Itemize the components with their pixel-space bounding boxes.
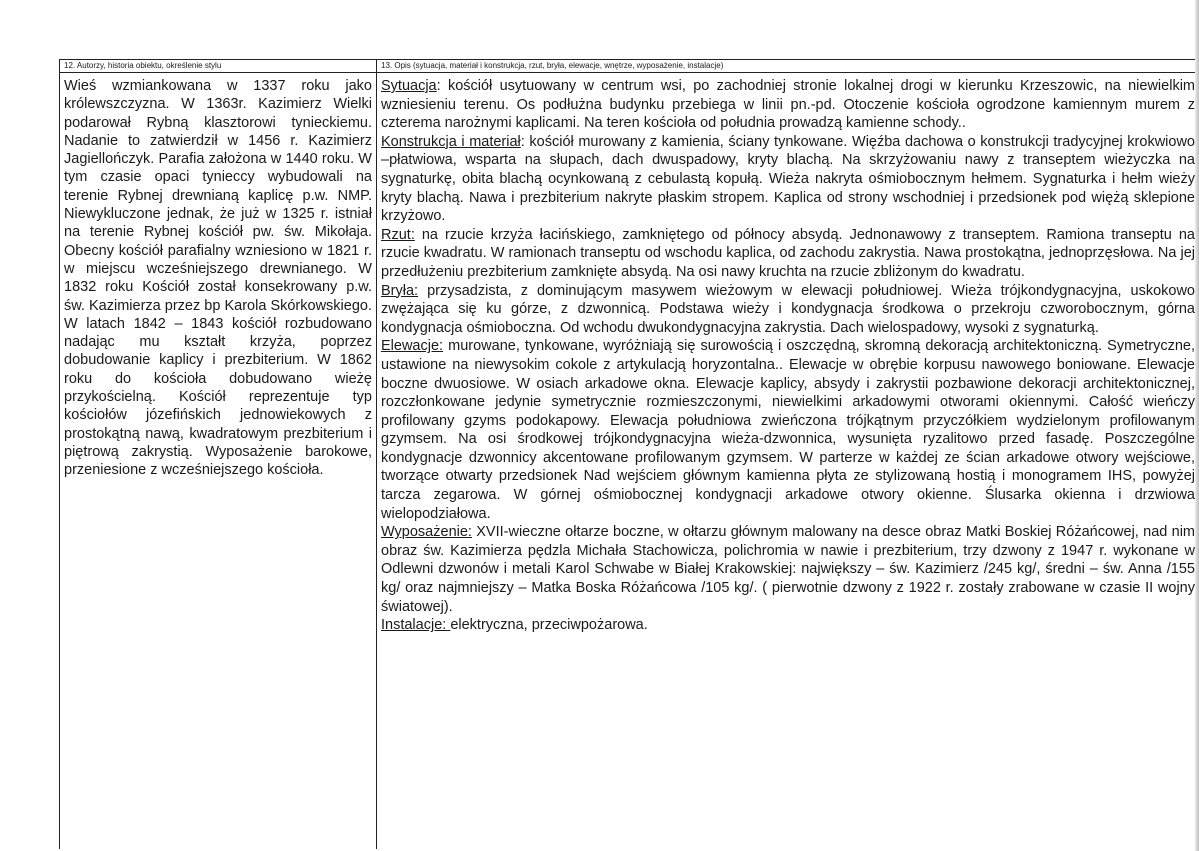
section-instalacje (381, 616, 1195, 635)
section-body: murowane, tynkowane, wyróżniają się surowością i oszczędną, skromną dekoracją architektoniczną. Symetryczne, ustawione na niewysokim cokole z artykulacją horyzontalna.. Elewacje w obrębie korpusu nawowego boniowane. Elewacje boczne dwuosiowe. W osiach arkadowe okna. Elewacje kaplicy, absydy i zakrystii pozbawione dekoracji architektonicznej, rozczłonkowane jedynie symetrycznie rozmieszczonymi, niewielkimi arkadowymi otworami okiennymi. Całość wieńczy profilowany gzyms podokapowy. Elewacja południowa zwieńczona trójkątnym przyczółkiem wydzielonym profilowanym gzymsem. Na osi środkowej trójkondygnacyjna wieża-dzwonnica, wysunięta ryzalitowo przed fasadę. Poszczególne kondygnacje dzwonnicy akcentowane profilowanym gzymsem. W parterze w każdej ze ścian arkadowe otwory wejściowe, tworzące otwarty przedsionek Nad wejściem głównym kamienna płyta ze stylizowaną hostią i monogramem IHS, powyżej tarcza zegarowa. W górnej ośmiobocznej kondygnacji arkadowe otwory okienne. Ślusarka okienna i drzwiowa wielopodziałowa. (381, 338, 1195, 522)
section-label: Instalacje: (381, 617, 451, 634)
section-body: przysadzista, z dominującym masywem wieżowym w elewacji południowej. Wieża trójkondygnacyjna, uskokowo zwężająca się ku górze, z dzwonnicą. Podstawa wieży i kondygnacja środkowa o przekroju czworobocznym, górna kondygnacja ośmioboczna. Od wchodu dwukondygnacyjna zakrystia. Dach wielospadowy, wysoki z sygnaturką. (381, 282, 1195, 336)
section-label: Konstrukcja i materiał (381, 133, 521, 150)
scan-edge-shadow (1195, 0, 1199, 851)
section-label: Wyposażenie: (381, 524, 472, 541)
section-elewacje (381, 337, 1195, 523)
section-label: Bryła: (381, 282, 419, 299)
description-text (381, 77, 1195, 635)
section-body: : kościół usytuowany w centrum wsi, po zachodniej stronie lokalnej drogi w kierunku Krzeszowic, na niewielkim wzniesieniu terenu. Os podłużna budynku przebiega w linii pn.-pd. Otoczenie kościoła ogrodzone kamiennym murem z czterema narożnymi kaplicami. Na teren kościoła od południa prowadzą kamienne schody.. (381, 78, 1195, 132)
section-rzut (381, 226, 1195, 282)
section-body: XVII-wieczne ołtarze boczne, w ołtarzu głównym malowany na desce obraz Matki Boskiej Różańcowej, nad nim obraz św. Kazimierza pędzla Michała Stachowicza, polichromia w nawie i prezbiterium, trzy dzwony z 1947 r. wykonane w Odlewni dzwonów i metali Karol Schwabe w Białej Krakowskiej: największy – św. Kazimierz /245 kg/, średni – św. Anna /155 kg/ oraz najmniejszy – Matka Boska Różańcowa /105 kg/. ( pierwotnie dzwony z 1922 r. zostały zrabowane w czasie II wojny światowej). (381, 524, 1195, 615)
history-column-header: 12. Autorzy, historia obiektu, określenie stylu (60, 60, 376, 73)
section-wyposazenie (381, 523, 1195, 616)
description-column (377, 60, 1197, 849)
section-konstrukcja (381, 133, 1195, 226)
section-label: Sytuacja (381, 78, 437, 94)
section-body: na rzucie krzyża łacińskiego, zamkniętego od północy absydą. Jednonawowy z transeptem. Ramiona transeptu na rzucie kwadratu. W ramionach transeptu od wschodu kaplica, od zachodu zakrystia. Nawa prostokątna, jednoprzęsłowa. Na jej przedłużeniu prezbiterium zamknięte absydą. Na osi nawy kruchta na rzucie zbliżonym do kwadratu. (381, 226, 1195, 280)
section-label: Elewacje: (381, 338, 444, 355)
section-body: elektryczna, przeciwpożarowa. (450, 617, 648, 634)
section-bryla (381, 282, 1195, 338)
description-column-header: 13. Opis (sytuacja, materiał i konstrukcja, rzut, bryła, elewacje, wnętrze, wyposażenie, instalacje) (377, 60, 1197, 73)
section-sytuacja (381, 77, 1195, 133)
history-text: Wieś wzmiankowana w 1337 roku jako królewszczyzna. W 1363r. Kazimierz Wielki podarował Rybną klasztorowi tynieckiemu. Nadanie to zatwierdził w 1456 r. Kazimierz Jagiellończyk. Parafia założona w 1440 roku. W tym czasie opaci tynieccy wybudowali na terenie Rybnej drewnianą kaplicę p.w. NMP. Niewykluczone jednak, że już w 1325 r. istniał na terenie Rybnej kościół pw. św. Mikołaja. Obecny kościół parafialny wzniesiono w 1821 r. w miejscu wcześniejszego drewnianego. W 1832 roku Kościół został konsekrowany p.w. św. Kazimierza przez bp Karola Skórkowskiego. W latach 1842 – 1843 kościół rozbudowano nadając mu kształt krzyża, poprzez dobudowanie kaplicy i prezbiterium. W 1862 roku do kościoła dobudowano wieżę przykościelną. Kościół reprezentuje typ kościołów józefińskich jednowiekowych z prostokątną nawą, kwadratowym prezbiterium i piętrową zakrystią. Wyposażenie barokowe, przeniesione z wcześniejszego kościoła. (64, 78, 372, 479)
inventory-card-form (59, 59, 1197, 849)
section-body: : kościół murowany z kamienia, ściany tynkowane. Więźba dachowa o konstrukcji tradycyjnej krokwiowo –płatwiowa, wsparta na słupach, dach dwuspadowy, kryty blachą. Na skrzyżowaniu nawy z transeptem wieżyczka na sygnaturkę, obita blachą ocynkowaną z cebulastą kopułą. Wieża nakryta ośmiobocznym hełmem. Sygnaturka i hełm wieży kryty blachą. Nawa i prezbiterium nakryte płaskim stropem. Kaplica od strony wschodniej i przedsionek pod więżą sklepione krzyżowo. (381, 133, 1195, 225)
section-label: Rzut: (381, 226, 415, 243)
history-column (60, 60, 377, 849)
